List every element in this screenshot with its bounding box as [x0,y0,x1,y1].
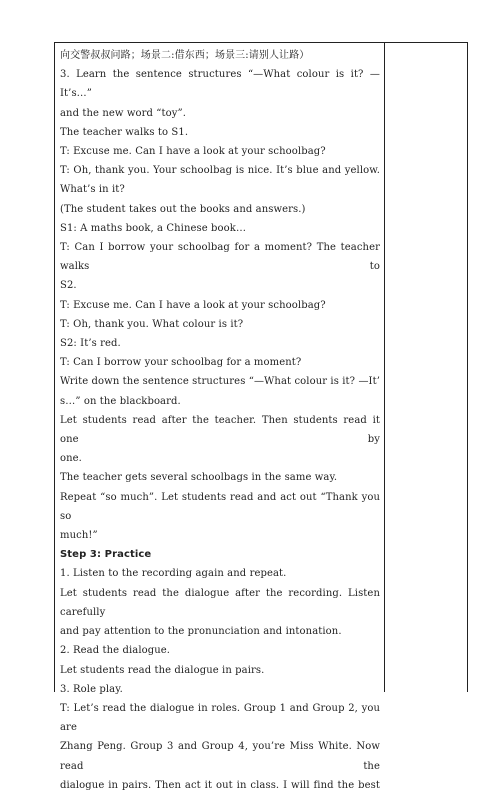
text-line: T: Excuse me. Can I have a look at your schoolbag? [60,299,326,311]
text-line: much!” [60,530,98,542]
text-line: 1. Listen to the recording again and repeat. [60,568,287,580]
text-line: 3. Role play. [60,683,123,695]
text-line: S2. [60,280,77,292]
text-line: T: Oh, thank you. Your schoolbag is nice. It’s blue and yellow. [60,165,380,177]
text-line: What’s in it? [60,184,125,196]
text-line: Zhang Peng. Group 3 and Group 4, you’re Miss White. Now read the [60,741,380,772]
text-line: T: Excuse me. Can I have a look at your schoolbag? [60,146,326,158]
text-line: Let students read the dialogue in pairs. [60,664,265,676]
column-divider [384,42,385,692]
text-line: (The student takes out the books and answers.) [60,203,306,215]
text-line: Let students read the dialogue after the recording. Listen carefully [60,587,380,618]
step-heading: Step 3: Practice [60,549,152,561]
text-line: s…” on the blackboard. [60,395,181,407]
text-line: Let students read after the teacher. Then students read it one by [60,414,380,446]
text-line: one. [60,453,82,465]
text-line: T: Oh, thank you. What colour is it? [60,318,244,330]
text-line: S1: A maths book, a Chinese book… [60,222,247,234]
text-line: and pay attention to the pronunciation and intonation. [60,626,342,638]
text-line: T: Can I borrow your schoolbag for a moment? [60,357,302,369]
text-line: 3. Learn the sentence structures “—What colour is it? —It’s…” [60,69,380,100]
text-line: The teacher gets several schoolbags in the same way. [60,472,338,484]
lesson-plan-cell [60,46,380,795]
text-line: 向交警叔叔问路；场景二:借东西；场景三:请别人让路） [60,50,310,61]
text-line: Repeat “so much”. Let students read and act out “Thank you so [60,491,380,522]
text-line: and the new word “toy”. [60,107,186,119]
text-line: Write down the sentence structures “—What colour is it? —It’ [60,376,380,388]
text-line: dialogue in pairs. Then act it out in class. I will find the best [60,779,380,791]
text-line: 2. Read the dialogue. [60,645,171,657]
text-line: T: Let’s read the dialogue in roles. Group 1 and Group 2, you are [60,702,380,734]
text-line: T: Can I borrow your schoolbag for a moment? The teacher walks to [60,242,380,273]
text-line: S2: It’s red. [60,338,121,350]
text-line: The teacher walks to S1. [60,126,189,138]
